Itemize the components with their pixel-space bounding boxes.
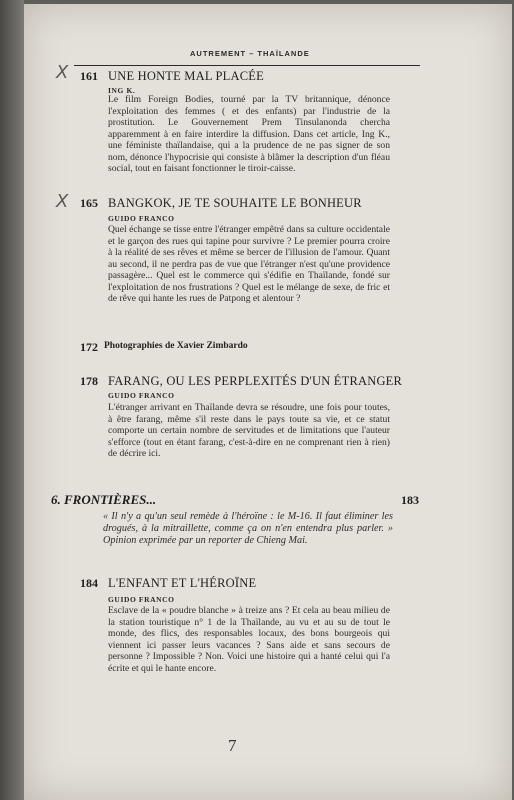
entry-summary: Le film Foreign Bodies, tourné par la TV britannique, dénonce l'exploitation des femmes ( et des enfants) par l'industrie de la prostitution. Le Gouvernement Prem Tinsulanonda chercha apparemment à en faire interdire la diffusion. Dans cet article, Ing K., une féministe thaïlandaise, qui a la prudence de ne pas signer de son nom, dénonce l'hypocrisie qui consiste à blâmer la description d'un fléau social, tout en faisant fonctionner le tiroir-caisse.: [108, 94, 390, 174]
handwritten-x-mark: X: [56, 62, 69, 83]
entry-summary: Esclave de la « poudre blanche » à treize ans ? Et cela au beau milieu de la station touristique n° 1 de la Thaïlande, au vu et au su de tout le monde, des flics, des responsables locaux, des bons bourgeois qui viennent ici passer leurs vacances ? Sans aide et sans secours de personne ? Impossible ? Non. Voici une histoire qui a hanté celui qui l'a écrite et qui le hante encore.: [108, 605, 390, 674]
entry-author: GUIDO FRANCO: [108, 214, 175, 223]
section-epigraph: « Il n'y a qu'un seul remède à l'héroïne : le M-16. Il faut éliminer les drogués, à la mitraillette, comme ça on n'en entendra plus parler. » Opinion exprimée par un reporter de Chieng Mai.: [103, 511, 393, 546]
entry-page-number: 161: [80, 69, 98, 83]
handwritten-x-mark: X: [56, 191, 69, 212]
entry-author: GUIDO FRANCO: [108, 595, 175, 604]
entry-summary: Quel échange se tisse entre l'étranger empêtré dans sa culture occidentale et le garçon des rues qui tapine pour survivre ? Le premier pourra croire à la réalité de ses rêves et même se bercer de l'illusion de l'amour. Quant au second, il ne perdra pas de vue que l'étranger n'est qu'une providence passagère... Quel est le commerce qui s'édifie en Thaïlande, fondé sur l'exploitation de nos frustrations ? Quel est le mélange de sexe, de fric et de rêve qui hante les rues de Patpong et alentour ?: [108, 224, 390, 304]
running-head: AUTREMENT – THAÏLANDE: [190, 49, 310, 58]
header-rule: [74, 65, 420, 66]
section-page-number: 183: [401, 493, 419, 507]
section-title: 6. FRONTIÈRES...: [51, 492, 157, 507]
entry-page-number: 172: [80, 340, 98, 354]
entry-title: FARANG, OU LES PERPLEXITÉS D'UN ÉTRANGER: [108, 374, 403, 388]
entry-author: GUIDO FRANCO: [108, 391, 175, 400]
photo-credit: Photographies de Xavier Zimbardo: [104, 341, 248, 351]
entry-summary: L'étranger arrivant en Thaïlande devra se résoudre, une fois pour toutes, à être farang, même s'il reste dans le pays toute sa vie, et ce statut comporte un certain nombre de servitudes et de limitations que l'auteur s'efforce (tout en étant farang, c'est-à-dire en ne comprenant rien à rien) de décrire ici.: [108, 402, 390, 459]
entry-page-number: 184: [80, 576, 98, 590]
entry-author: ING K.: [108, 86, 136, 95]
entry-title: BANGKOK, JE TE SOUHAITE LE BONHEUR: [108, 196, 362, 210]
entry-title: UNE HONTE MAL PLACÉE: [108, 69, 264, 83]
entry-page-number: 165: [80, 196, 98, 210]
entry-page-number: 178: [80, 374, 98, 388]
entry-title: L'ENFANT ET L'HÉROÏNE: [108, 576, 257, 590]
page-number: 7: [228, 736, 237, 755]
book-gutter-shadow: [0, 0, 24, 800]
